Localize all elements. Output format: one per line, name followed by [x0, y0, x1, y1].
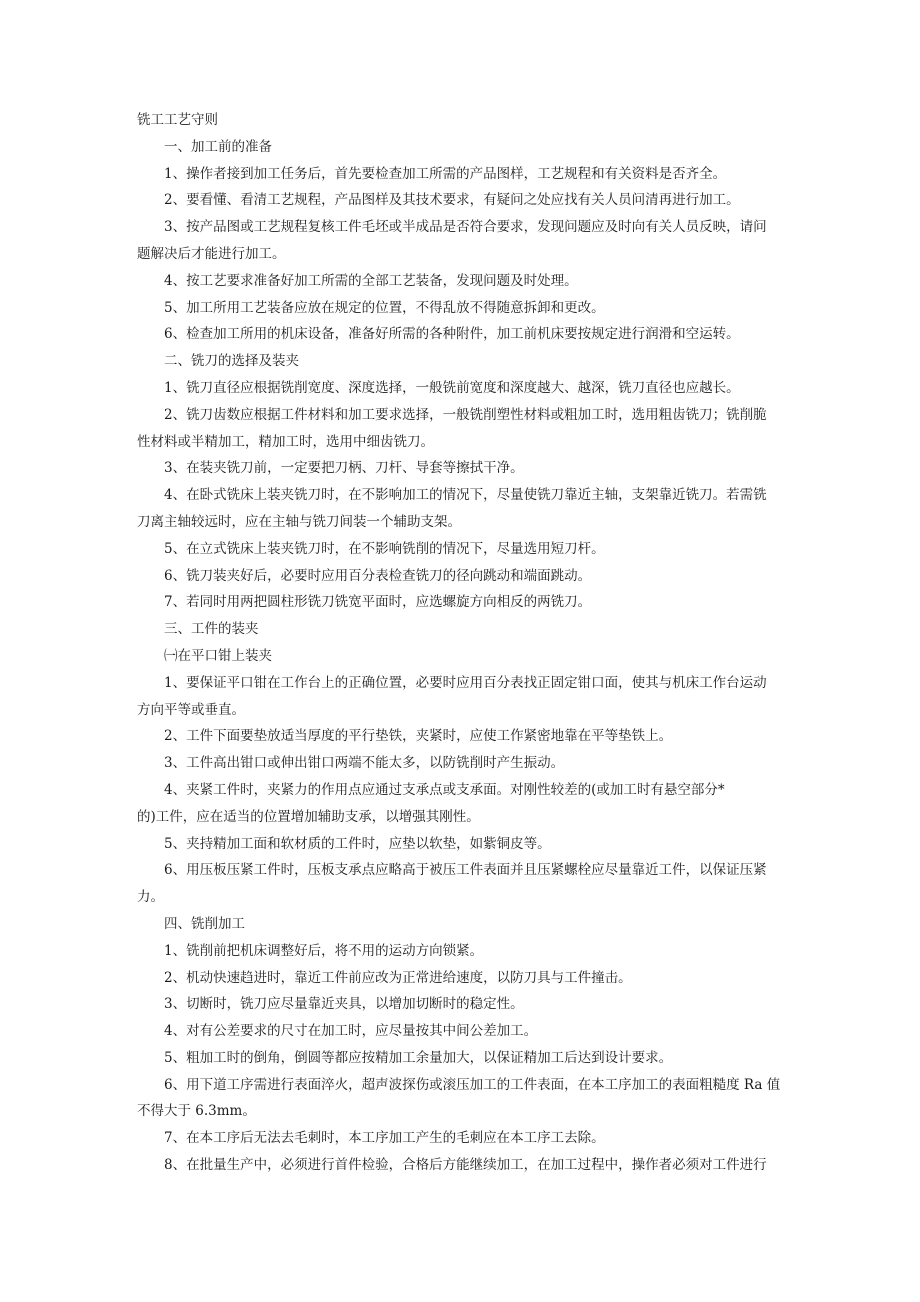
paragraph-line: 二、铣刀的选择及装夹 [164, 353, 299, 370]
document-page [137, 107, 792, 1179]
paragraph-line: 2、要看懂、看清工艺规程，产品图样及其技术要求，有疑问之处应找有关人员问清再进行加工。 [164, 192, 740, 209]
paragraph-line: 力。 [137, 889, 164, 906]
paragraph-line: 1、铣刀直径应根据铣削宽度、深度选择，一般铣前宽度和深度越大、越深，铣刀直径也应越长。 [164, 379, 740, 396]
paragraph-line: 4、按工艺要求准备好加工所需的全部工艺装备，发现问题及时处理。 [164, 272, 578, 289]
paragraph-line: ㈠在平口钳上装夹 [164, 647, 272, 664]
paragraph-line: 1、操作者接到加工任务后，首先要检查加工所需的产品图样，工艺规程和有关资料是否齐全。 [164, 165, 727, 182]
paragraph-line: 5、夹持精加工面和软材质的工件时，应垫以软垫，如紫铜皮等。 [164, 835, 551, 852]
paragraph-line: 3、工件高出钳口或伸出钳口两端不能太多，以防铣削时产生振动。 [164, 755, 565, 772]
paragraph-line: 5、加工所用工艺装备应放在规定的位置，不得乱放不得随意拆卸和更改。 [164, 299, 605, 316]
paragraph-line: 6、用压板压紧工件时，压板支承点应略高于被压工件表面并且压紧螺栓应尽量靠近工件，以保证压紧 [164, 862, 767, 879]
paragraph-line: 5、在立式铣床上装夹铣刀时，在不影响铣削的情况下，尽量选用短刀杆。 [164, 540, 605, 557]
paragraph-line: 6、铣刀装夹好后，必要时应用百分表检查铣刀的径向跳动和端面跳动。 [164, 567, 592, 584]
document-body [137, 134, 792, 1179]
paragraph-line: 不得大于 6.3mm。 [137, 1103, 256, 1120]
paragraph-line: 的)工件，应在适当的位置增加辅助支承，以增强其刚性。 [137, 808, 480, 825]
paragraph-line: 2、工件下面要垫放适当厚度的平行垫铁，夹紧时，应使工作紧密地靠在平等垫铁上。 [164, 728, 673, 745]
paragraph-line: 1、要保证平口钳在工作台上的正确位置，必要时应用百分表找正固定钳口面，使其与机床工作台运动 [164, 674, 767, 691]
paragraph-line: 一、加工前的准备 [164, 138, 272, 155]
paragraph-line: 1、铣削前把机床调整好后，将不用的运动方向锁紧。 [164, 942, 484, 959]
paragraph-line: 7、若同时用两把圆柱形铣刀铣宽平面时，应选螺旋方向相反的两铣刀。 [164, 594, 592, 611]
paragraph-line: 7、在本工序后无法去毛刺时，本工序加工产生的毛刺应在本工序工去除。 [164, 1130, 605, 1147]
paragraph-line: 方向平等或垂直。 [137, 701, 245, 718]
paragraph-line: 3、切断时，铣刀应尽量靠近夹具，以增加切断时的稳定性。 [164, 996, 524, 1013]
paragraph-line: 4、在卧式铣床上装夹铣刀时，在不影响加工的情况下，尽量使铣刀靠近主轴，支架靠近铣刀。若需铣 [164, 487, 767, 504]
paragraph-line: 4、夹紧工件时，夹紧力的作用点应通过支承点或支承面。对刚性较差的(或加工时有悬空部分* [164, 781, 725, 798]
paragraph-line: 刀离主轴较远时，应在主轴与铣刀间装一个辅助支架。 [137, 513, 461, 530]
paragraph-line: 3、按产品图或工艺规程复核工件毛坯或半成品是否符合要求，发现问题应及时向有关人员反映，请问 [164, 219, 767, 236]
paragraph-line: 6、用下道工序需进行表面淬火，超声波探伤或滚压加工的工件表面，在本工序加工的表面粗糙度 Ra 值 [164, 1076, 781, 1093]
paragraph-line: 2、铣刀齿数应根据工件材料和加工要求选择，一般铣削塑性材料或粗加工时，选用粗齿铣刀；铣削脆 [164, 406, 767, 423]
paragraph-line: 3、在装夹铣刀前，一定要把刀柄、刀杆、导套等擦拭干净。 [164, 460, 524, 477]
paragraph-line: 2、机动快速趋进时，靠近工件前应改为正常进给速度，以防刀具与工件撞击。 [164, 969, 632, 986]
paragraph-line: 8、在批量生产中，必须进行首件检验，合格后方能继续加工，在加工过程中，操作者必须对工件进行 [164, 1157, 767, 1174]
paragraph-line: 性材料或半精加工，精加工时，选用中细齿铣刀。 [137, 433, 434, 450]
paragraph-line: 6、检查加工所用的机床设备，准备好所需的各种附件，加工前机床要按规定进行润滑和空运转。 [164, 326, 740, 343]
paragraph-line: 4、对有公差要求的尺寸在加工时，应尽量按其中间公差加工。 [164, 1023, 538, 1040]
paragraph-line: 5、粗加工时的倒角，倒圆等都应按精加工余量加大，以保证精加工后达到设计要求。 [164, 1049, 673, 1066]
document-title: 铣工工艺守则 [137, 112, 218, 128]
paragraph-line: 四、铣削加工 [164, 915, 245, 932]
paragraph-line: 题解决后才能进行加工。 [137, 245, 286, 262]
paragraph-line: 三、工件的装夹 [164, 621, 259, 638]
